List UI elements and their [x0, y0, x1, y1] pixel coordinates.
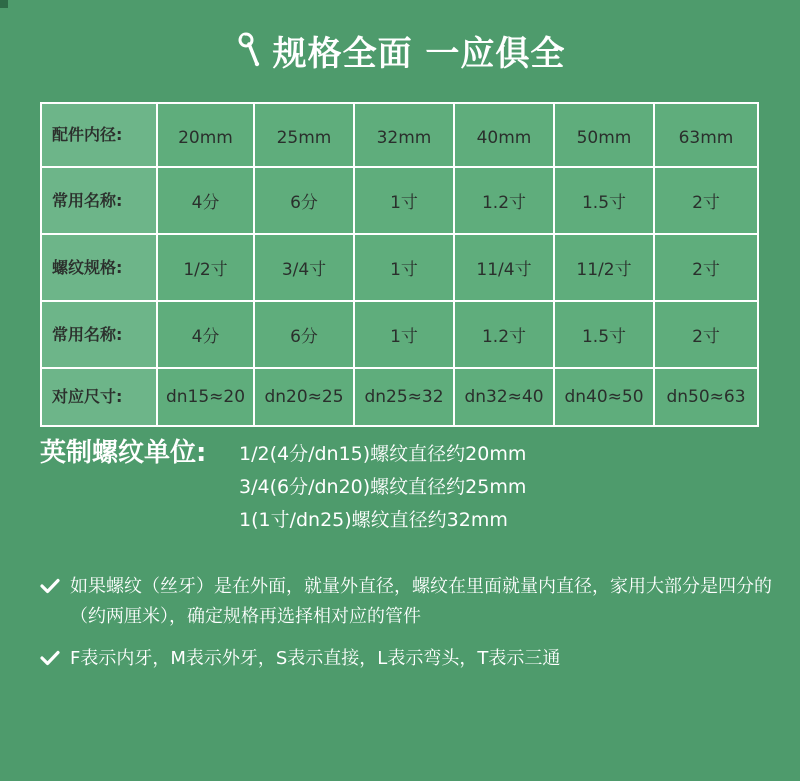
- table-cell: 1寸: [354, 167, 454, 234]
- table-row: [41, 167, 758, 234]
- spec-table: [40, 102, 759, 427]
- note-item: [40, 644, 780, 674]
- note-item: [40, 572, 780, 632]
- table-cell: 25mm: [254, 103, 354, 167]
- table-cell: 11/2寸: [554, 234, 654, 301]
- row-label: 常用名称:: [41, 167, 157, 234]
- table-cell: 4分: [157, 167, 254, 234]
- table-cell: 20mm: [157, 103, 254, 167]
- table-cell: dn32≈40: [454, 368, 554, 426]
- note-text: 如果螺纹（丝牙）是在外面，就量外直径，螺纹在里面就量内直径，家用大部分是四分的（约两厘米），确定规格再选择相对应的管件: [70, 576, 772, 627]
- table-row: [41, 103, 758, 167]
- thread-unit-line: 3/4(6分/dn20)螺纹直径约25mm: [239, 476, 527, 498]
- table-cell: 32mm: [354, 103, 454, 167]
- table-cell: 4分: [157, 301, 254, 368]
- thread-unit-title: 英制螺纹单位:: [40, 438, 207, 468]
- row-label: 常用名称:: [41, 301, 157, 368]
- wrench-icon: [235, 31, 265, 71]
- table-cell: dn25≈32: [354, 368, 454, 426]
- table-cell: 50mm: [554, 103, 654, 167]
- thread-unit-line: 1/2(4分/dn15)螺纹直径约20mm: [239, 443, 527, 465]
- checkmark-icon: [40, 650, 60, 666]
- table-cell: 63mm: [654, 103, 758, 167]
- table-row: [41, 301, 758, 368]
- table-row: [41, 234, 758, 301]
- thread-unit-line: 1(1寸/dn25)螺纹直径约32mm: [239, 509, 508, 531]
- page-title: 规格全面 一应俱全: [272, 34, 566, 74]
- table-cell: 1/2寸: [157, 234, 254, 301]
- checkmark-icon: [40, 578, 60, 594]
- thread-unit-lines: [239, 438, 526, 537]
- row-label: 对应尺寸:: [41, 368, 157, 426]
- table-cell: 6分: [254, 301, 354, 368]
- table-cell: dn15≈20: [157, 368, 254, 426]
- table-cell: 1.2寸: [454, 301, 554, 368]
- table-cell: 1寸: [354, 301, 454, 368]
- table-cell: 2寸: [654, 167, 758, 234]
- table-cell: 2寸: [654, 301, 758, 368]
- corner-mark: [0, 0, 8, 8]
- table-cell: dn50≈63: [654, 368, 758, 426]
- table-cell: 40mm: [454, 103, 554, 167]
- table-cell: dn20≈25: [254, 368, 354, 426]
- table-cell: dn40≈50: [554, 368, 654, 426]
- table-cell: 1.5寸: [554, 167, 654, 234]
- notes-list: [40, 572, 780, 686]
- table-cell: 3/4寸: [254, 234, 354, 301]
- table-cell: 1.5寸: [554, 301, 654, 368]
- table-row: [41, 368, 758, 426]
- table-cell: 1.2寸: [454, 167, 554, 234]
- note-text: F表示内牙，M表示外牙，S表示直接，L表示弯头，T表示三通: [70, 648, 561, 669]
- row-label: 螺纹规格:: [41, 234, 157, 301]
- row-label: 配件内径:: [41, 103, 157, 167]
- table-cell: 11/4寸: [454, 234, 554, 301]
- page-header: [0, 26, 800, 75]
- table-cell: 2寸: [654, 234, 758, 301]
- table-cell: 1寸: [354, 234, 454, 301]
- table-cell: 6分: [254, 167, 354, 234]
